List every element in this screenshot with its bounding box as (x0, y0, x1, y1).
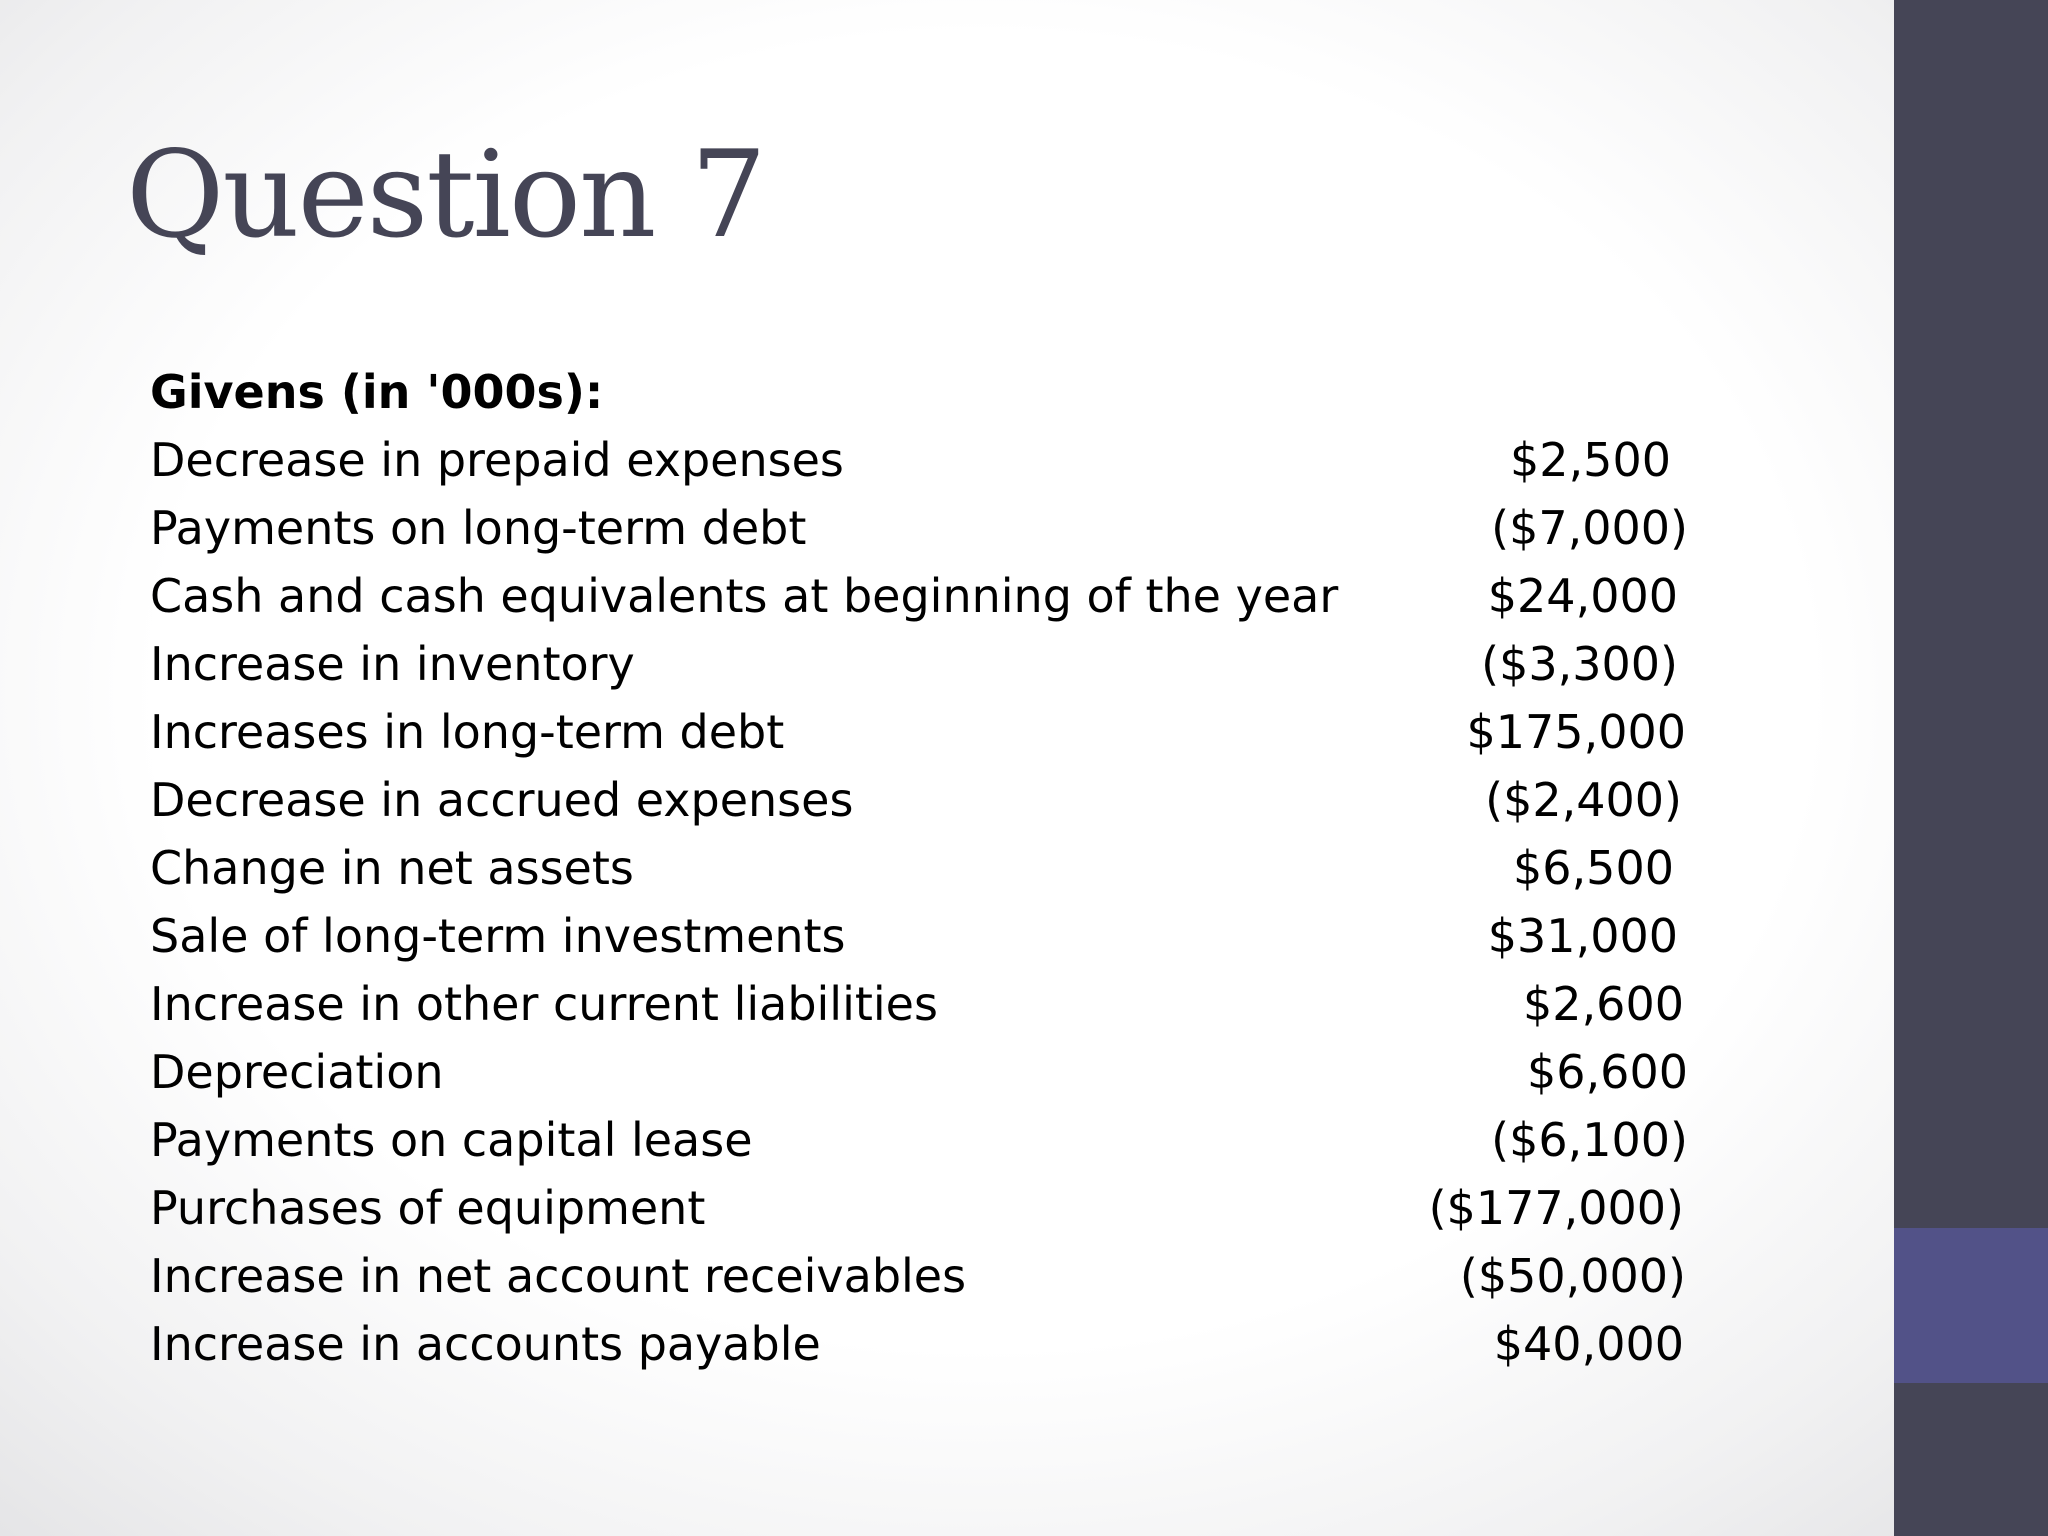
row-label: Cash and cash equivalents at beginning of the year (150, 569, 1339, 623)
row-label: Change in net assets (150, 841, 634, 895)
table-row (150, 1310, 1690, 1378)
table-row (150, 1106, 1690, 1174)
row-label: Depreciation (150, 1045, 444, 1099)
slide-title: Question 7 (126, 126, 765, 265)
row-label: Decrease in accrued expenses (150, 773, 854, 827)
table-row (150, 834, 1690, 902)
row-value: $6,500 (1513, 841, 1674, 895)
table-row (150, 1038, 1690, 1106)
row-value: $6,600 (1527, 1045, 1688, 1099)
table-row (150, 766, 1690, 834)
row-label: Increase in inventory (150, 637, 635, 691)
table-row (150, 698, 1690, 766)
row-label: Purchases of equipment (150, 1181, 706, 1235)
row-label: Increase in net account receivables (150, 1249, 967, 1303)
row-label: Sale of long-term investments (150, 909, 846, 963)
row-value: $24,000 (1487, 569, 1678, 623)
row-value: $31,000 (1487, 909, 1678, 963)
table-row (150, 1242, 1690, 1310)
row-value: ($2,400) (1485, 773, 1682, 827)
table-row (150, 426, 1690, 494)
row-value: ($50,000) (1459, 1249, 1686, 1303)
table-row (150, 630, 1690, 698)
row-value: ($3,300) (1481, 637, 1678, 691)
row-label: Decrease in prepaid expenses (150, 433, 844, 487)
row-value: $40,000 (1493, 1317, 1684, 1371)
row-label: Increases in long-term debt (150, 705, 785, 759)
row-value: $175,000 (1466, 705, 1686, 759)
row-label: Payments on capital lease (150, 1113, 753, 1167)
givens-table (150, 358, 1690, 1378)
table-row (150, 902, 1690, 970)
side-bar-accent (1894, 1228, 2048, 1383)
row-value: $2,600 (1523, 977, 1684, 1031)
row-label: Increase in other current liabilities (150, 977, 938, 1031)
table-row (150, 970, 1690, 1038)
table-row (150, 1174, 1690, 1242)
table-row (150, 494, 1690, 562)
row-value: ($177,000) (1428, 1181, 1684, 1235)
givens-header: Givens (in '000s): (150, 365, 604, 419)
row-label: Payments on long-term debt (150, 501, 807, 555)
row-value: $2,500 (1510, 433, 1671, 487)
table-row (150, 562, 1690, 630)
row-value: ($6,100) (1491, 1113, 1688, 1167)
row-label: Increase in accounts payable (150, 1317, 821, 1371)
row-value: ($7,000) (1491, 501, 1688, 555)
